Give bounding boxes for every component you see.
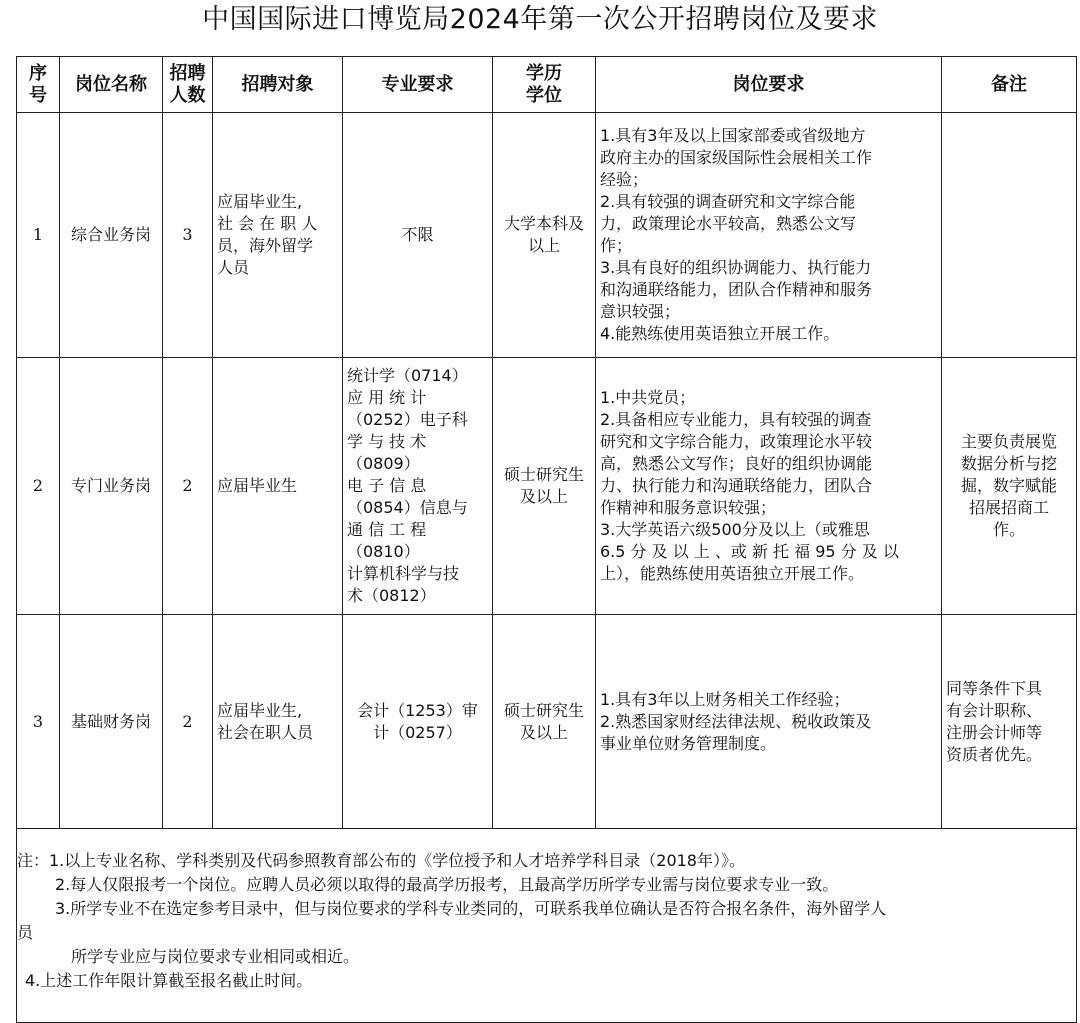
header-edu: 学历 学位 <box>493 57 596 113</box>
row-target: 应届毕业生, 社 会 在 职 人 员，海外留学 人员 <box>213 113 343 358</box>
page-title: 中国国际进口博览局2024年第一次公开招聘岗位及要求 <box>202 4 878 35</box>
row-target: 应届毕业生, 社会在职人员 <box>213 615 343 829</box>
header-req: 岗位要求 <box>596 57 942 113</box>
row-remark: 主要负责展览 数据分析与挖 掘，数字赋能 招展招商工 作。 <box>942 358 1077 615</box>
note-line: 4.上述工作年限计算截至报名截止时间。 <box>25 971 313 990</box>
header-name: 岗位名称 <box>60 57 163 113</box>
row-remark: 同等条件下具 有会计职称、 注册会计师等 资质者优先。 <box>942 615 1077 829</box>
header-count: 招聘 人数 <box>163 57 213 113</box>
row-major: 不限 <box>343 113 493 358</box>
row-count: 3 <box>163 113 213 358</box>
notes-cell <box>17 829 1077 1023</box>
row-target: 应届毕业生 <box>213 358 343 615</box>
table-row <box>17 615 1077 829</box>
row-no: 1 <box>17 113 60 358</box>
row-no: 3 <box>17 615 60 829</box>
row-major: 统计学（0714） 应 用 统 计 （0252）电子科 学 与 技 术 （0809） 电 子 信 息 （0854）信息与 通 信 工 程 （0810） 计算机科学与技 术（0812） <box>343 358 493 615</box>
row-remark <box>942 113 1077 358</box>
table-row <box>17 113 1077 358</box>
row-count: 2 <box>163 615 213 829</box>
table-row <box>17 358 1077 615</box>
note-line: 员 <box>17 923 34 942</box>
row-major: 会计（1253）审 计（0257） <box>343 615 493 829</box>
note-line: 注：1.以上专业名称、学科类别及代码参照教育部公布的《学位授予和人才培养学科目录（2018年）》。 <box>17 851 745 870</box>
row-requirements: 1.中共党员； 2.具备相应专业能力，具有较强的调查 研究和文字综合能力，政策理论水平较 高，熟悉公文写作；良好的组织协调能 力、执行能力和沟通联络能力，团队合 作精神和服务意识较强； 3.大学英语六级500分及以上（或雅思 6.5 分 及 以 上 、或 新 托 福 95 分 及 以 上），能熟练使用英语独立开展工作。 <box>596 358 942 615</box>
row-requirements: 1.具有3年以上财务相关工作经验； 2.熟悉国家财经法律法规、税收政策及 事业单位财务管理制度。 <box>596 615 942 829</box>
recruitment-table <box>16 56 1077 1023</box>
row-education: 硕士研究生 及以上 <box>493 615 596 829</box>
header-no: 序 号 <box>17 57 60 113</box>
note-line: 3.所学专业不在选定参考目录中，但与岗位要求的学科专业类同的，可联系我单位确认是否符合报名条件，海外留学人 <box>55 899 887 918</box>
row-count: 2 <box>163 358 213 615</box>
row-requirements: 1.具有3年及以上国家部委或省级地方 政府主办的国家级国际性会展相关工作 经验； 2.具有较强的调查研究和文字综合能 力，政策理论水平较高，熟悉公文写 作； 3.具有良好的组织协调能力、执行能力 和沟通联络能力，团队合作精神和服务 意识较强； 4.能熟练使用英语独立开展工作。 <box>596 113 942 358</box>
header-target: 招聘对象 <box>213 57 343 113</box>
row-position-name: 综合业务岗 <box>60 113 163 358</box>
row-education: 大学本科及 以上 <box>493 113 596 358</box>
note-line: 所学专业应与岗位要求专业相同或相近。 <box>71 947 360 966</box>
row-position-name: 基础财务岗 <box>60 615 163 829</box>
row-education: 硕士研究生 及以上 <box>493 358 596 615</box>
row-no: 2 <box>17 358 60 615</box>
notes-row <box>17 829 1077 1023</box>
note-line: 2.每人仅限报考一个岗位。应聘人员必须以取得的最高学历报考，且最高学历所学专业需与岗位要求专业一致。 <box>55 875 839 894</box>
row-position-name: 专门业务岗 <box>60 358 163 615</box>
header-major: 专业要求 <box>343 57 493 113</box>
header-row <box>17 57 1077 113</box>
header-remark: 备注 <box>942 57 1077 113</box>
